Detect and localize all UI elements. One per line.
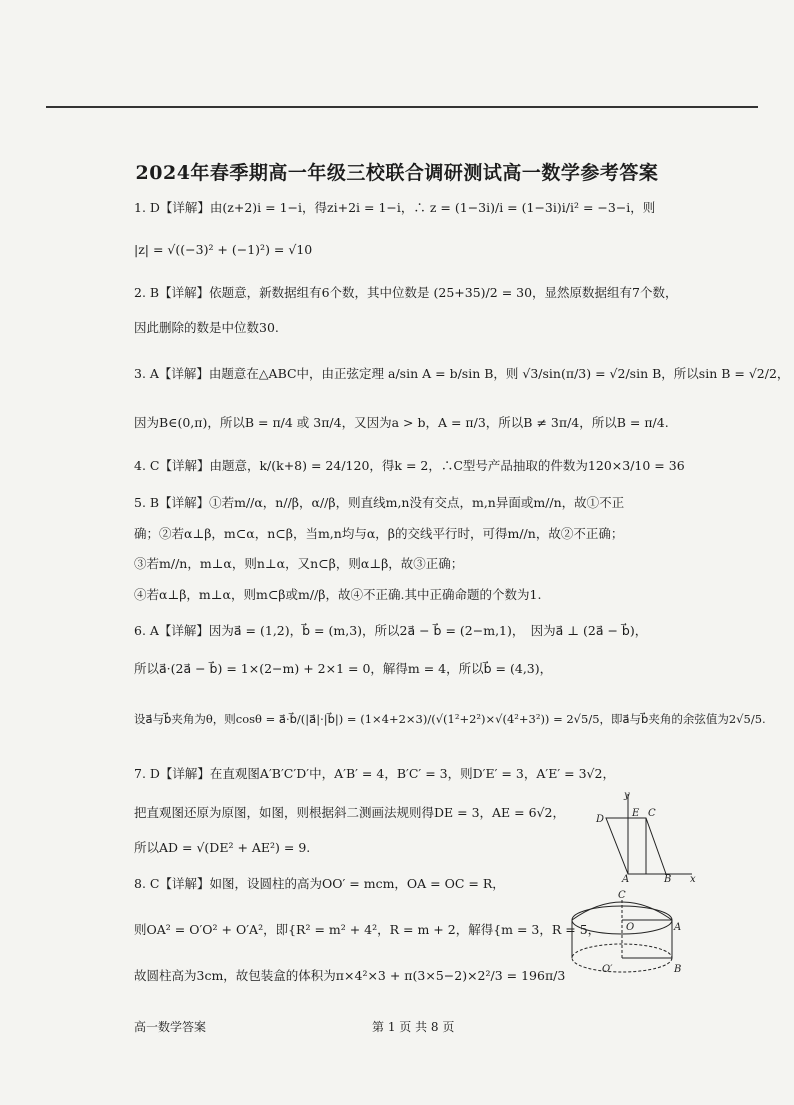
fig1-label: A bbox=[622, 874, 630, 884]
answer-line: 所以AD = √(DE² + AE²) = 9. bbox=[134, 840, 311, 855]
footer-subject: 高一数学答案 bbox=[134, 1020, 207, 1034]
fig2-label: O bbox=[626, 922, 635, 933]
answer-line: 3. A【详解】由题意在△ABC中，由正弦定理 a/sin A = b/sin B，则 √3/sin(π/3) = √2/sin B，所以sin B = √2/2， bbox=[134, 366, 790, 381]
fig1-label: C bbox=[648, 808, 656, 819]
fig1-label: D bbox=[596, 814, 605, 825]
answer-line: 设a⃗与b⃗夹角为θ，则cosθ = a⃗·b⃗/(|a⃗|·|b⃗|) = (1×4+2×3)/(√(1²+2²)×√(4²+3²)) = 2√5/5，即a⃗与b⃗夹角的余弦值为2√5/5. bbox=[134, 712, 766, 726]
parallelogram-figure bbox=[588, 788, 698, 884]
answer-line: 5. B【详解】①若m//α，n//β，α//β，则直线m,n没有交点，m,n异面或m//n，故①不正 bbox=[134, 495, 625, 510]
answer-line: 4. C【详解】由题意，k/(k+8) = 24/120，得k = 2，∴C型号产品抽取的件数为120×3/10 = 36 bbox=[134, 458, 685, 473]
page-title: 2024年春季期高一年级三校联合调研测试高一数学参考答案 bbox=[135, 162, 659, 184]
answer-line: 所以a⃗·(2a⃗ − b⃗) = 1×(2−m) + 2×1 = 0，解得m = 4，所以b⃗ = (4,3)， bbox=[134, 661, 553, 676]
answer-line: 1. D【详解】由(z+2)i = 1−i，得zi+2i = 1−i，∴ z = (1−3i)/i = (1−3i)i/i² = −3−i，则 bbox=[134, 200, 656, 215]
fig1-label: B bbox=[664, 874, 672, 884]
fig2-label: O′ bbox=[602, 964, 613, 975]
answer-line: 则OA² = O′O² + O′A²，即{R² = m² + 4²，R = m + 2，解得{m = 3，R = 5， bbox=[134, 922, 601, 937]
fig1-label: y bbox=[624, 790, 630, 801]
answer-line: ③若m//n，m⊥α，则n⊥α，又n⊂β，则α⊥β，故③正确； bbox=[134, 556, 464, 571]
answer-line: 7. D【详解】在直观图A′B′C′D′中，A′B′ = 4，B′C′ = 3，则D′E′ = 3，A′E′ = 3√2， bbox=[134, 766, 615, 781]
footer-page-number: 第 1 页 共 8 页 bbox=[372, 1020, 455, 1034]
answer-line: 故圆柱高为3cm，故包装盒的体积为π×4²×3 + π(3×5−2)×2²/3 = 196π/3 bbox=[134, 968, 566, 983]
answer-line: 6. A【详解】因为a⃗ = (1,2)，b⃗ = (m,3)，所以2a⃗ − b⃗ = (2−m,1)， 因为a⃗ ⊥ (2a⃗ − b⃗)， bbox=[134, 623, 648, 638]
cylinder-figure bbox=[560, 888, 690, 988]
fig1-label: E bbox=[632, 808, 640, 819]
fig2-label: A bbox=[674, 922, 682, 933]
fig2-label: C bbox=[618, 890, 626, 901]
fig1-label: x bbox=[690, 874, 696, 884]
fig2-label: B bbox=[674, 964, 682, 975]
answer-line: 因此删除的数是中位数30. bbox=[134, 320, 279, 335]
answer-line: 把直观图还原为原图，如图，则根据斜二测画法规则得DE = 3，AE = 6√2， bbox=[134, 805, 565, 820]
answer-line: 2. B【详解】依题意，新数据组有6个数，其中位数是 (25+35)/2 = 30，显然原数据组有7个数， bbox=[134, 285, 678, 300]
answer-line: 8. C【详解】如图，设圆柱的高为OO′ = mcm，OA = OC = R， bbox=[134, 876, 505, 891]
answer-line: 确；②若α⊥β，m⊂α，n⊂β，当m,n均与α，β的交线平行时，可得m//n，故②不正确； bbox=[134, 526, 624, 541]
answer-line: ④若α⊥β，m⊥α，则m⊂β或m//β，故④不正确.其中正确命题的个数为1. bbox=[134, 587, 542, 602]
top-rule bbox=[46, 106, 758, 108]
answer-line: |z| = √((−3)² + (−1)²) = √10 bbox=[134, 242, 313, 257]
answer-line: 因为B∈(0,π)，所以B = π/4 或 3π/4，又因为a > b，A = π/3，所以B ≠ 3π/4，所以B = π/4. bbox=[134, 415, 669, 430]
